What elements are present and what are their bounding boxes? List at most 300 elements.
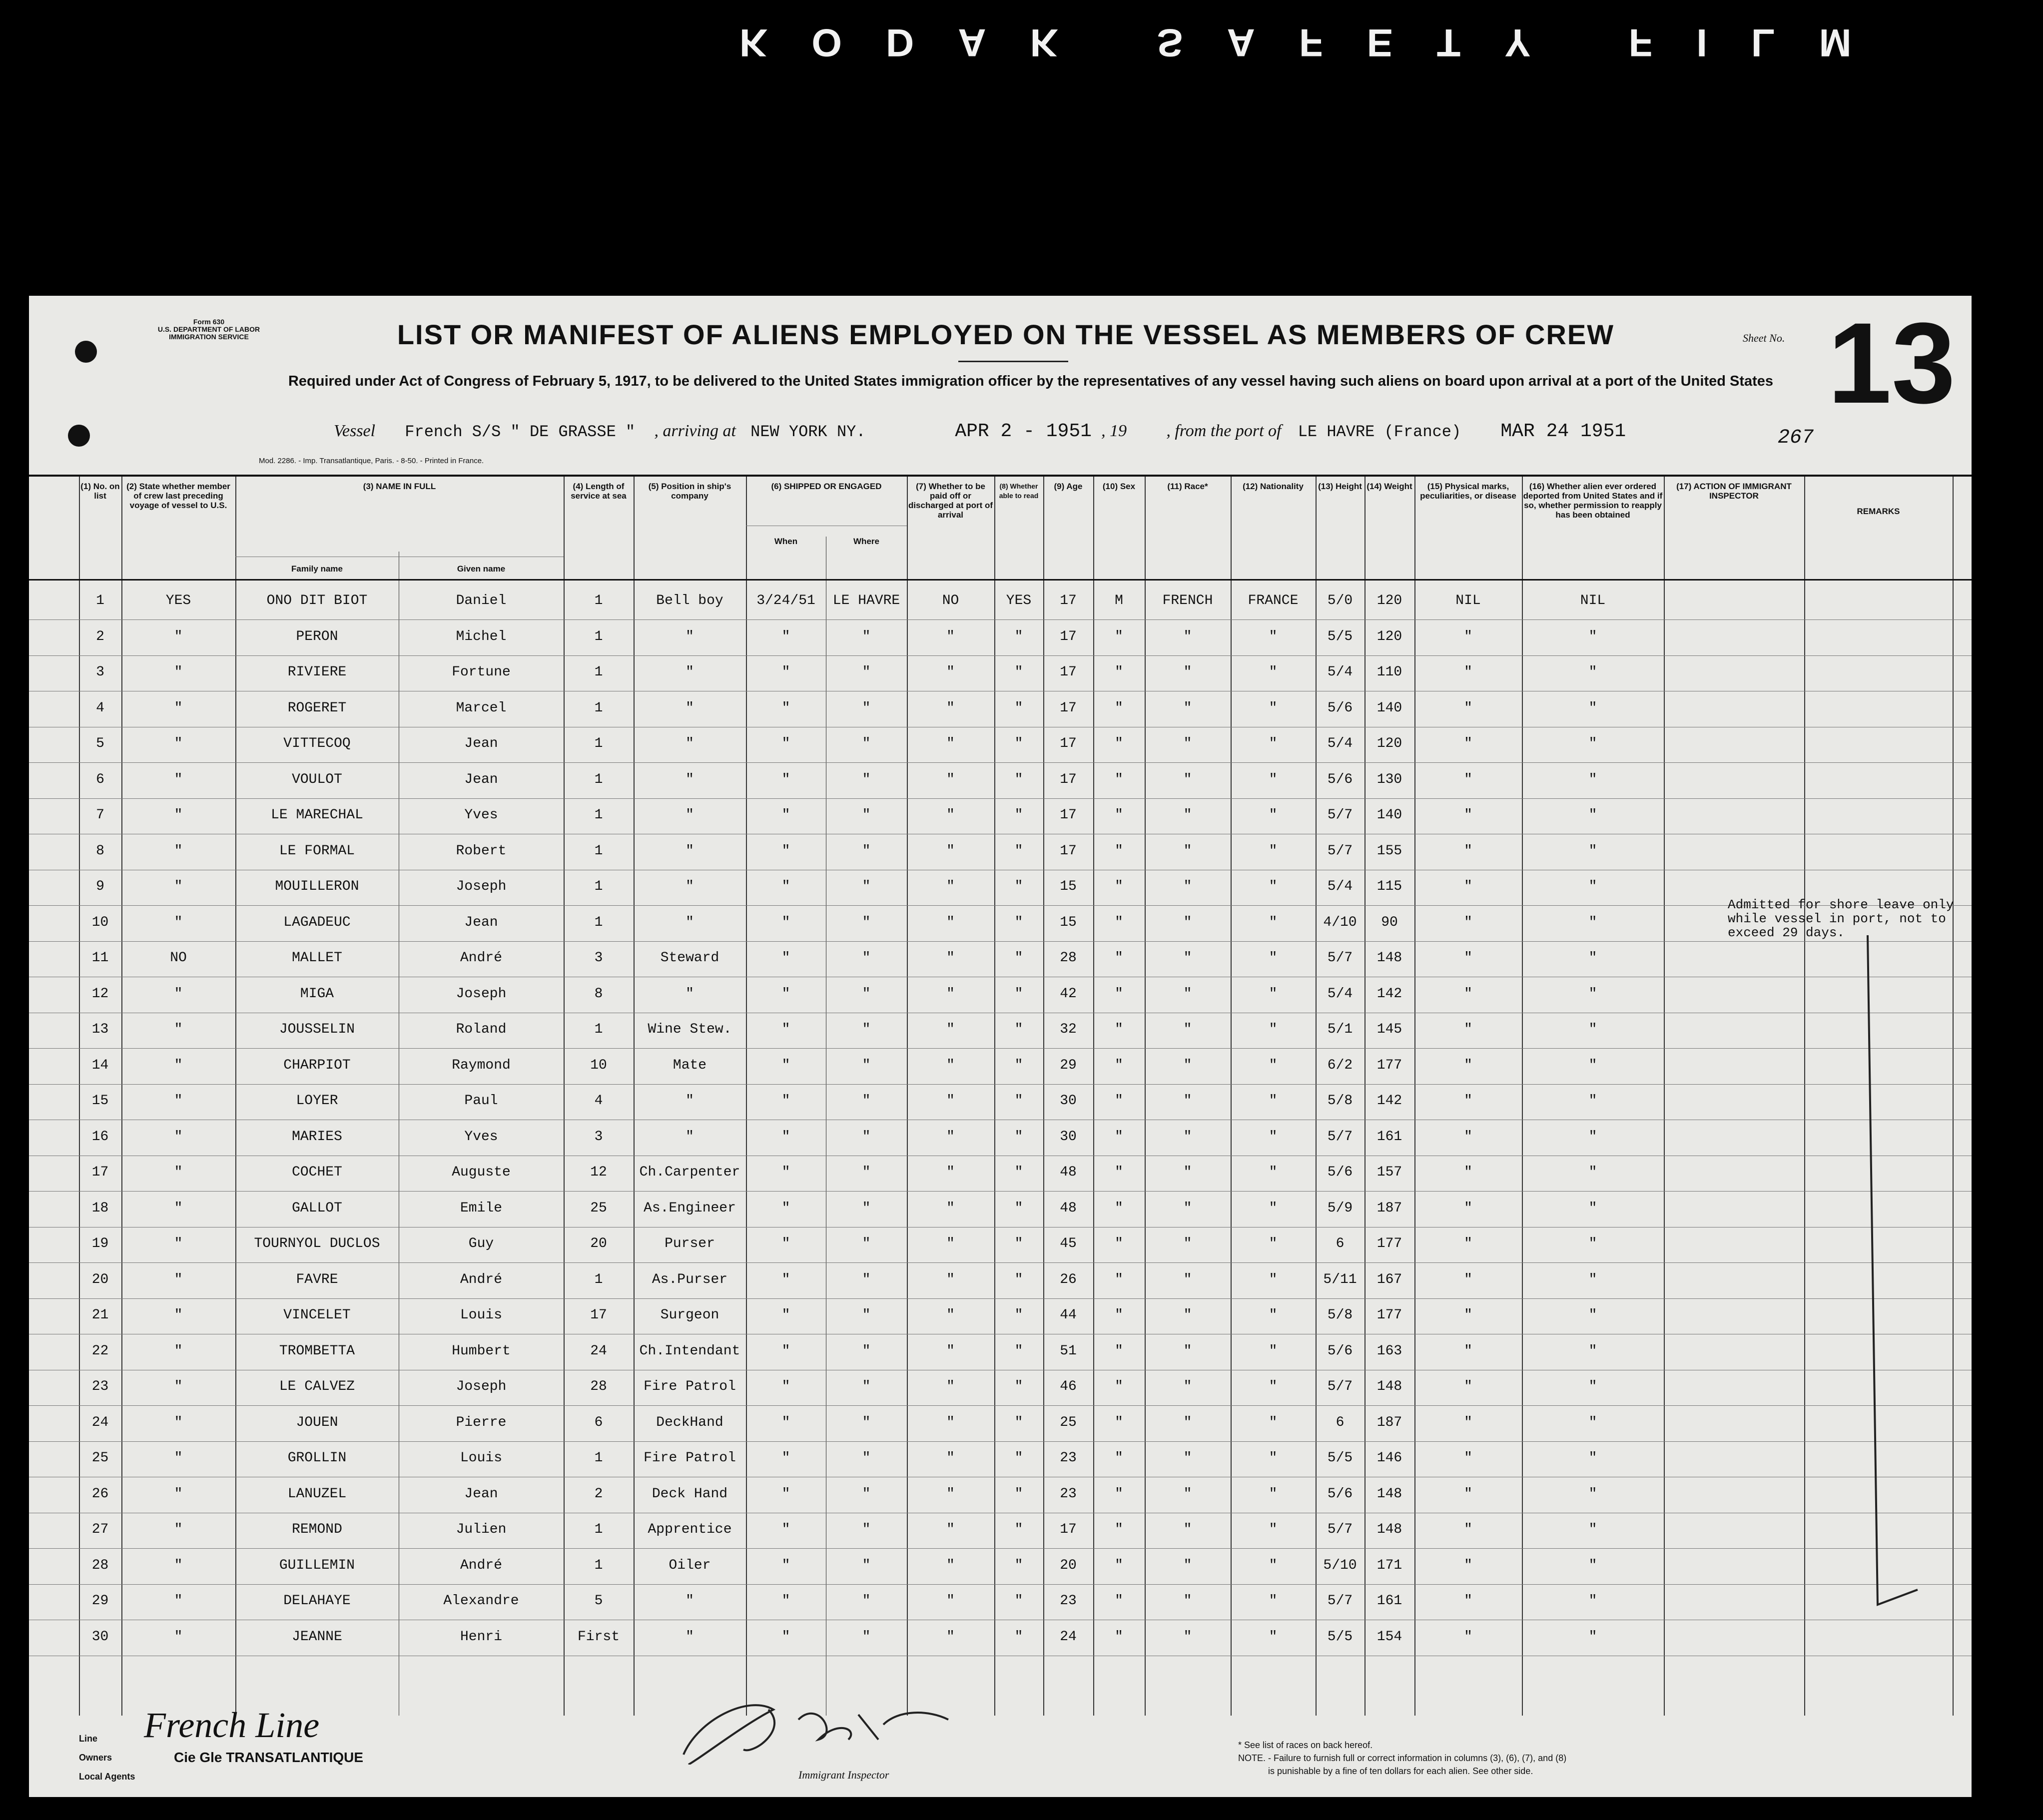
cell-position: ": [685, 1129, 694, 1145]
cell-marks: ": [1464, 1557, 1472, 1573]
cell-when: ": [781, 1450, 790, 1466]
cell-prev: ": [174, 1271, 183, 1287]
cell-given: Marcel: [456, 700, 507, 716]
cell-given: André: [460, 950, 502, 966]
cell-deported: ": [1588, 1271, 1597, 1287]
cell-prev: ": [174, 628, 183, 644]
cell-age: 17: [1060, 628, 1077, 644]
cell-age: 17: [1060, 843, 1077, 859]
cell-marks: ": [1464, 1629, 1472, 1645]
cell-nat: ": [1269, 1236, 1278, 1251]
cell-prev: ": [174, 1093, 183, 1109]
cell-where: ": [862, 736, 871, 751]
cell-family: JEANNE: [292, 1629, 342, 1645]
cell-age: 51: [1060, 1343, 1077, 1359]
cell-nat: ": [1269, 1307, 1278, 1323]
cell-given: Pierre: [456, 1414, 507, 1430]
cell-height: 5/6: [1327, 1343, 1353, 1359]
cell-prev: ": [174, 807, 183, 823]
table-row: [29, 1049, 1972, 1085]
vessel-line: [334, 421, 1626, 442]
cell-service: 1: [594, 771, 603, 787]
cell-age: 30: [1060, 1093, 1077, 1109]
cell-given: Julien: [456, 1522, 507, 1537]
cell-family: ROGERET: [287, 700, 347, 716]
cell-no: 22: [91, 1343, 109, 1359]
cell-marks: ": [1464, 664, 1472, 680]
title-rule: [958, 361, 1068, 362]
cell-age: 28: [1060, 950, 1077, 966]
table-row: [29, 691, 1972, 727]
col-header-where: Where: [853, 537, 879, 546]
cell-no: 14: [91, 1057, 109, 1073]
sheet-number: 13: [1828, 299, 1956, 427]
cell-nat: ": [1269, 879, 1278, 894]
service-label: IMMIGRATION SERVICE: [169, 333, 249, 341]
cell-weight: 167: [1376, 1271, 1402, 1287]
cell-given: Paul: [464, 1093, 498, 1109]
note-fine-1: NOTE. - Failure to furnish full or correct information in columns (3), (6), (7), and (8): [1238, 1753, 1567, 1763]
cell-given: Michel: [456, 628, 507, 644]
cell-where: ": [862, 1307, 871, 1323]
cell-marks: ": [1464, 807, 1472, 823]
cell-height: 5/7: [1327, 950, 1353, 966]
cell-where: ": [862, 1093, 871, 1109]
cell-family: LOYER: [296, 1093, 338, 1109]
cell-no: 3: [96, 664, 104, 680]
cell-age: 17: [1060, 664, 1077, 680]
col-header-shipped: (6) SHIPPED OR ENGAGED: [771, 482, 882, 491]
cell-nat: ": [1269, 1593, 1278, 1609]
punch-hole: [68, 425, 90, 447]
col-header-no: (1) No. on list: [80, 482, 120, 501]
cell-family: COCHET: [292, 1165, 342, 1180]
cell-when: ": [781, 1165, 790, 1180]
col-header-height: (13) Height: [1318, 482, 1362, 491]
cell-service: 20: [590, 1236, 607, 1251]
cell-service: 1: [594, 807, 603, 823]
cell-sex: ": [1115, 1379, 1123, 1394]
cell-position: Ch.Carpenter: [639, 1165, 740, 1180]
cell-race: ": [1183, 1022, 1192, 1037]
cell-position: ": [685, 664, 694, 680]
cell-paid: ": [946, 986, 955, 1002]
cell-when: ": [781, 1236, 790, 1251]
cell-race: ": [1183, 807, 1192, 823]
cell-race: ": [1183, 1522, 1192, 1537]
table-row: [29, 870, 1972, 906]
line-handwritten: French Line: [144, 1705, 320, 1745]
cell-no: 13: [91, 1022, 109, 1037]
cell-prev: ": [174, 1165, 183, 1180]
table-row: [29, 584, 1972, 620]
cell-prev: ": [174, 1022, 183, 1037]
cell-service: 8: [594, 986, 603, 1002]
cell-nat: ": [1269, 1057, 1278, 1073]
cell-when: ": [781, 1486, 790, 1502]
cell-deported: ": [1588, 700, 1597, 716]
cell-marks: ": [1464, 1057, 1472, 1073]
cell-sex: ": [1115, 1593, 1123, 1609]
cell-service: 4: [594, 1093, 603, 1109]
cell-weight: 171: [1376, 1557, 1402, 1573]
cell-nat: ": [1269, 1271, 1278, 1287]
col-header-paid-off: (7) Whether to be paid off or discharged at port of arrival: [908, 482, 993, 520]
cell-age: 17: [1060, 700, 1077, 716]
cell-service: 17: [590, 1307, 607, 1323]
cell-where: ": [862, 771, 871, 787]
cell-height: 5/4: [1327, 736, 1353, 751]
cell-read: ": [1014, 628, 1023, 644]
cell-prev: ": [174, 1593, 183, 1609]
cell-age: 26: [1060, 1271, 1077, 1287]
footer-notes: [1238, 1739, 1566, 1778]
cell-weight: 90: [1381, 914, 1398, 930]
cell-marks: ": [1464, 1486, 1472, 1502]
cell-nat: ": [1269, 986, 1278, 1002]
cell-service: 12: [590, 1165, 607, 1180]
cell-marks: ": [1464, 1343, 1472, 1359]
cell-weight: 155: [1376, 843, 1402, 859]
cell-read: ": [1014, 664, 1023, 680]
cell-race: ": [1183, 1129, 1192, 1145]
cell-position: ": [685, 1093, 694, 1109]
cell-height: 5/9: [1327, 1200, 1353, 1216]
cell-given: Yves: [464, 1129, 498, 1145]
cell-paid: ": [946, 700, 955, 716]
cell-read: YES: [1006, 593, 1032, 608]
cell-weight: 142: [1376, 986, 1402, 1002]
cell-family: PERON: [296, 628, 338, 644]
cell-nat: ": [1269, 700, 1278, 716]
cell-read: ": [1014, 1057, 1023, 1073]
cell-read: ": [1014, 736, 1023, 751]
cell-height: 5/7: [1327, 1129, 1353, 1145]
cell-family: MALLET: [292, 950, 342, 966]
cell-given: Robert: [456, 843, 507, 859]
cell-position: ": [685, 628, 694, 644]
cell-height: 5/7: [1327, 1593, 1353, 1609]
crew-table: [29, 477, 1972, 1716]
cell-read: ": [1014, 1271, 1023, 1287]
cell-where: ": [862, 1522, 871, 1537]
cell-age: 23: [1060, 1450, 1077, 1466]
cell-height: 6/2: [1327, 1057, 1353, 1073]
cell-deported: ": [1588, 914, 1597, 930]
remarks-bracket: [1858, 925, 1928, 1625]
cell-given: Louis: [460, 1307, 502, 1323]
cell-read: ": [1014, 843, 1023, 859]
col-header-nationality: (12) Nationality: [1243, 482, 1304, 491]
cell-race: ": [1183, 1343, 1192, 1359]
table-row: [29, 1120, 1972, 1156]
cell-paid: ": [946, 1522, 955, 1537]
cell-paid: ": [946, 1629, 955, 1645]
cell-marks: ": [1464, 771, 1472, 787]
cell-where: ": [862, 1557, 871, 1573]
cell-deported: ": [1588, 1486, 1597, 1502]
cell-given: André: [460, 1271, 502, 1287]
cell-prev: ": [174, 1629, 183, 1645]
cell-marks: ": [1464, 1414, 1472, 1430]
cell-service: 2: [594, 1486, 603, 1502]
cell-nat: ": [1269, 1522, 1278, 1537]
cell-no: 25: [91, 1450, 109, 1466]
cell-position: ": [685, 843, 694, 859]
cell-sex: ": [1115, 628, 1123, 644]
cell-weight: 148: [1376, 1486, 1402, 1502]
cell-position: DeckHand: [656, 1414, 723, 1430]
cell-family: JOUSSELIN: [279, 1022, 355, 1037]
arrival-date: APR 2 - 1951: [955, 421, 1092, 442]
cell-sex: ": [1115, 1629, 1123, 1645]
cell-nat: ": [1269, 1450, 1278, 1466]
cell-given: Humbert: [452, 1343, 511, 1359]
cell-where: ": [862, 1450, 871, 1466]
cell-when: ": [781, 1093, 790, 1109]
cell-position: ": [685, 914, 694, 930]
table-row: [29, 620, 1972, 656]
vessel-label: Vessel: [334, 422, 376, 440]
cell-paid: ": [946, 843, 955, 859]
cell-paid: ": [946, 914, 955, 930]
cell-no: 1: [96, 593, 104, 608]
cell-race: ": [1183, 700, 1192, 716]
cell-family: LANUZEL: [287, 1486, 347, 1502]
cell-sex: ": [1115, 1236, 1123, 1251]
cell-nat: ": [1269, 950, 1278, 966]
cell-position: Mate: [673, 1057, 707, 1073]
cell-service: 1: [594, 914, 603, 930]
table-row: [29, 977, 1972, 1013]
cell-age: 45: [1060, 1236, 1077, 1251]
cell-sex: ": [1115, 1129, 1123, 1145]
cell-age: 17: [1060, 1522, 1077, 1537]
cell-read: ": [1014, 1022, 1023, 1037]
cell-given: Guy: [468, 1236, 494, 1251]
cell-when: ": [781, 843, 790, 859]
cell-height: 5/6: [1327, 1165, 1353, 1180]
cell-given: Jean: [464, 914, 498, 930]
cell-deported: ": [1588, 628, 1597, 644]
cell-height: 5/6: [1327, 771, 1353, 787]
cell-weight: 163: [1376, 1343, 1402, 1359]
cell-service: 10: [590, 1057, 607, 1073]
cell-sex: ": [1115, 843, 1123, 859]
cell-nat: ": [1269, 843, 1278, 859]
cell-where: ": [862, 628, 871, 644]
cell-where: ": [862, 1593, 871, 1609]
col-header-service: (4) Length of service at sea: [571, 482, 627, 501]
cell-position: Wine Stew.: [648, 1022, 732, 1037]
printer-line: Mod. 2286. - Imp. Transatlantique, Paris. - 8-50. - Printed in France.: [259, 457, 484, 465]
cell-service: 1: [594, 879, 603, 894]
cell-age: 17: [1060, 771, 1077, 787]
cell-family: VITTECOQ: [283, 736, 351, 751]
cell-nat: ": [1269, 1414, 1278, 1430]
cell-paid: ": [946, 1271, 955, 1287]
cell-given: Yves: [464, 807, 498, 823]
cell-given: Emile: [460, 1200, 502, 1216]
cell-race: ": [1183, 843, 1192, 859]
cell-race: ": [1183, 628, 1192, 644]
cell-race: ": [1183, 736, 1192, 751]
cell-where: ": [862, 1236, 871, 1251]
cell-paid: ": [946, 1343, 955, 1359]
cell-nat: ": [1269, 1093, 1278, 1109]
cell-weight: 120: [1376, 628, 1402, 644]
cell-height: 5/1: [1327, 1022, 1353, 1037]
cell-paid: ": [946, 1593, 955, 1609]
cell-race: ": [1183, 1057, 1192, 1073]
cell-nat: ": [1269, 1200, 1278, 1216]
sheet-label: Sheet No.: [1743, 332, 1785, 344]
cell-family: JOUEN: [296, 1414, 338, 1430]
cell-where: ": [862, 1200, 871, 1216]
cell-where: ": [862, 843, 871, 859]
cell-prev: ": [174, 1129, 183, 1145]
cell-where: ": [862, 1486, 871, 1502]
cell-service: 25: [590, 1200, 607, 1216]
cell-service: 24: [590, 1343, 607, 1359]
cell-deported: ": [1588, 843, 1597, 859]
cell-read: ": [1014, 1414, 1023, 1430]
cell-height: 4/10: [1323, 914, 1357, 930]
cell-no: 24: [91, 1414, 109, 1430]
cell-family: VOULOT: [292, 771, 342, 787]
cell-read: ": [1014, 1343, 1023, 1359]
cell-weight: 110: [1376, 664, 1402, 680]
cell-service: 3: [594, 1129, 603, 1145]
cell-where: ": [862, 1129, 871, 1145]
punch-hole: [75, 341, 97, 363]
cell-weight: 142: [1376, 1093, 1402, 1109]
cell-race: ": [1183, 950, 1192, 966]
cell-height: 5/5: [1327, 1629, 1353, 1645]
cell-given: Louis: [460, 1450, 502, 1466]
cell-no: 29: [91, 1593, 109, 1609]
cell-weight: 187: [1376, 1414, 1402, 1430]
cell-age: 46: [1060, 1379, 1077, 1394]
cell-when: ": [781, 628, 790, 644]
cell-family: LE CALVEZ: [279, 1379, 355, 1394]
cell-read: ": [1014, 771, 1023, 787]
cell-height: 5/4: [1327, 986, 1353, 1002]
cell-weight: 161: [1376, 1129, 1402, 1145]
departure-date: MAR 24 1951: [1500, 421, 1626, 442]
cell-no: 17: [91, 1165, 109, 1180]
cell-read: ": [1014, 1450, 1023, 1466]
cell-prev: ": [174, 879, 183, 894]
cell-prev: NO: [170, 950, 187, 966]
cell-nat: ": [1269, 807, 1278, 823]
cell-where: ": [862, 1629, 871, 1645]
cell-sex: ": [1115, 807, 1123, 823]
cell-no: 2: [96, 628, 104, 644]
inspector-label: Immigrant Inspector: [798, 1769, 889, 1781]
cell-position: Steward: [660, 950, 719, 966]
cell-deported: ": [1588, 986, 1597, 1002]
cell-deported: ": [1588, 1022, 1597, 1037]
cell-when: ": [781, 807, 790, 823]
cell-position: ": [685, 986, 694, 1002]
cell-when: ": [781, 879, 790, 894]
table-row: [29, 1549, 1972, 1585]
col-header-action: (17) ACTION OF IMMIGRANT INSPECTOR: [1676, 482, 1792, 501]
table-row: [29, 1013, 1972, 1049]
cell-paid: ": [946, 1093, 955, 1109]
cell-race: ": [1183, 914, 1192, 930]
cell-sex: ": [1115, 1271, 1123, 1287]
cell-no: 10: [91, 914, 109, 930]
cell-age: 25: [1060, 1414, 1077, 1430]
cell-age: 17: [1060, 736, 1077, 751]
cell-paid: ": [946, 664, 955, 680]
cell-service: 1: [594, 1271, 603, 1287]
table-row: [29, 1227, 1972, 1263]
cell-prev: ": [174, 1557, 183, 1573]
cell-when: ": [781, 914, 790, 930]
cell-race: ": [1183, 1236, 1192, 1251]
cell-service: 1: [594, 664, 603, 680]
cell-given: Joseph: [456, 1379, 507, 1394]
cell-race: ": [1183, 771, 1192, 787]
cell-height: 5/6: [1327, 700, 1353, 716]
cell-family: GUILLEMIN: [279, 1557, 355, 1573]
cell-service: 3: [594, 950, 603, 966]
table-row: [29, 1298, 1972, 1334]
cell-prev: ": [174, 664, 183, 680]
cell-height: 5/8: [1327, 1307, 1353, 1323]
cell-deported: ": [1588, 1557, 1597, 1573]
cell-read: ": [1014, 1129, 1023, 1145]
line-label: Line: [79, 1734, 98, 1744]
cell-sex: ": [1115, 1165, 1123, 1180]
cell-when: ": [781, 1629, 790, 1645]
cell-weight: 161: [1376, 1593, 1402, 1609]
page-title: LIST OR MANIFEST OF ALIENS EMPLOYED ON THE VESSEL AS MEMBERS OF CREW: [397, 319, 1615, 350]
table-row: [29, 1192, 1972, 1227]
cell-service: 1: [594, 1557, 603, 1573]
col-header-deported: (16) Whether alien ever ordered deported from United States and if so, whether permission to reapply has been obtained: [1523, 482, 1663, 520]
cell-sex: ": [1115, 879, 1123, 894]
form-label: [139, 318, 279, 341]
cell-age: 20: [1060, 1557, 1077, 1573]
cell-sex: ": [1115, 700, 1123, 716]
form-number: Form 630: [193, 318, 225, 326]
cell-weight: 148: [1376, 1379, 1402, 1394]
cell-given: Raymond: [452, 1057, 511, 1073]
from-label: , from the port of: [1166, 422, 1282, 440]
cell-where: ": [862, 1379, 871, 1394]
cell-nat: ": [1269, 664, 1278, 680]
cell-nat: ": [1269, 914, 1278, 930]
cell-weight: 140: [1376, 807, 1402, 823]
table-row: [29, 1263, 1972, 1299]
cell-nat: ": [1269, 1486, 1278, 1502]
cell-paid: ": [946, 1414, 955, 1430]
cell-paid: ": [946, 1022, 955, 1037]
cell-service: 1: [594, 700, 603, 716]
cell-marks: ": [1464, 628, 1472, 644]
cell-prev: ": [174, 1343, 183, 1359]
cell-read: ": [1014, 950, 1023, 966]
cell-paid: ": [946, 1236, 955, 1251]
cell-height: 6: [1336, 1414, 1345, 1430]
cell-weight: 148: [1376, 950, 1402, 966]
cell-weight: 177: [1376, 1057, 1402, 1073]
cell-nat: ": [1269, 1557, 1278, 1573]
